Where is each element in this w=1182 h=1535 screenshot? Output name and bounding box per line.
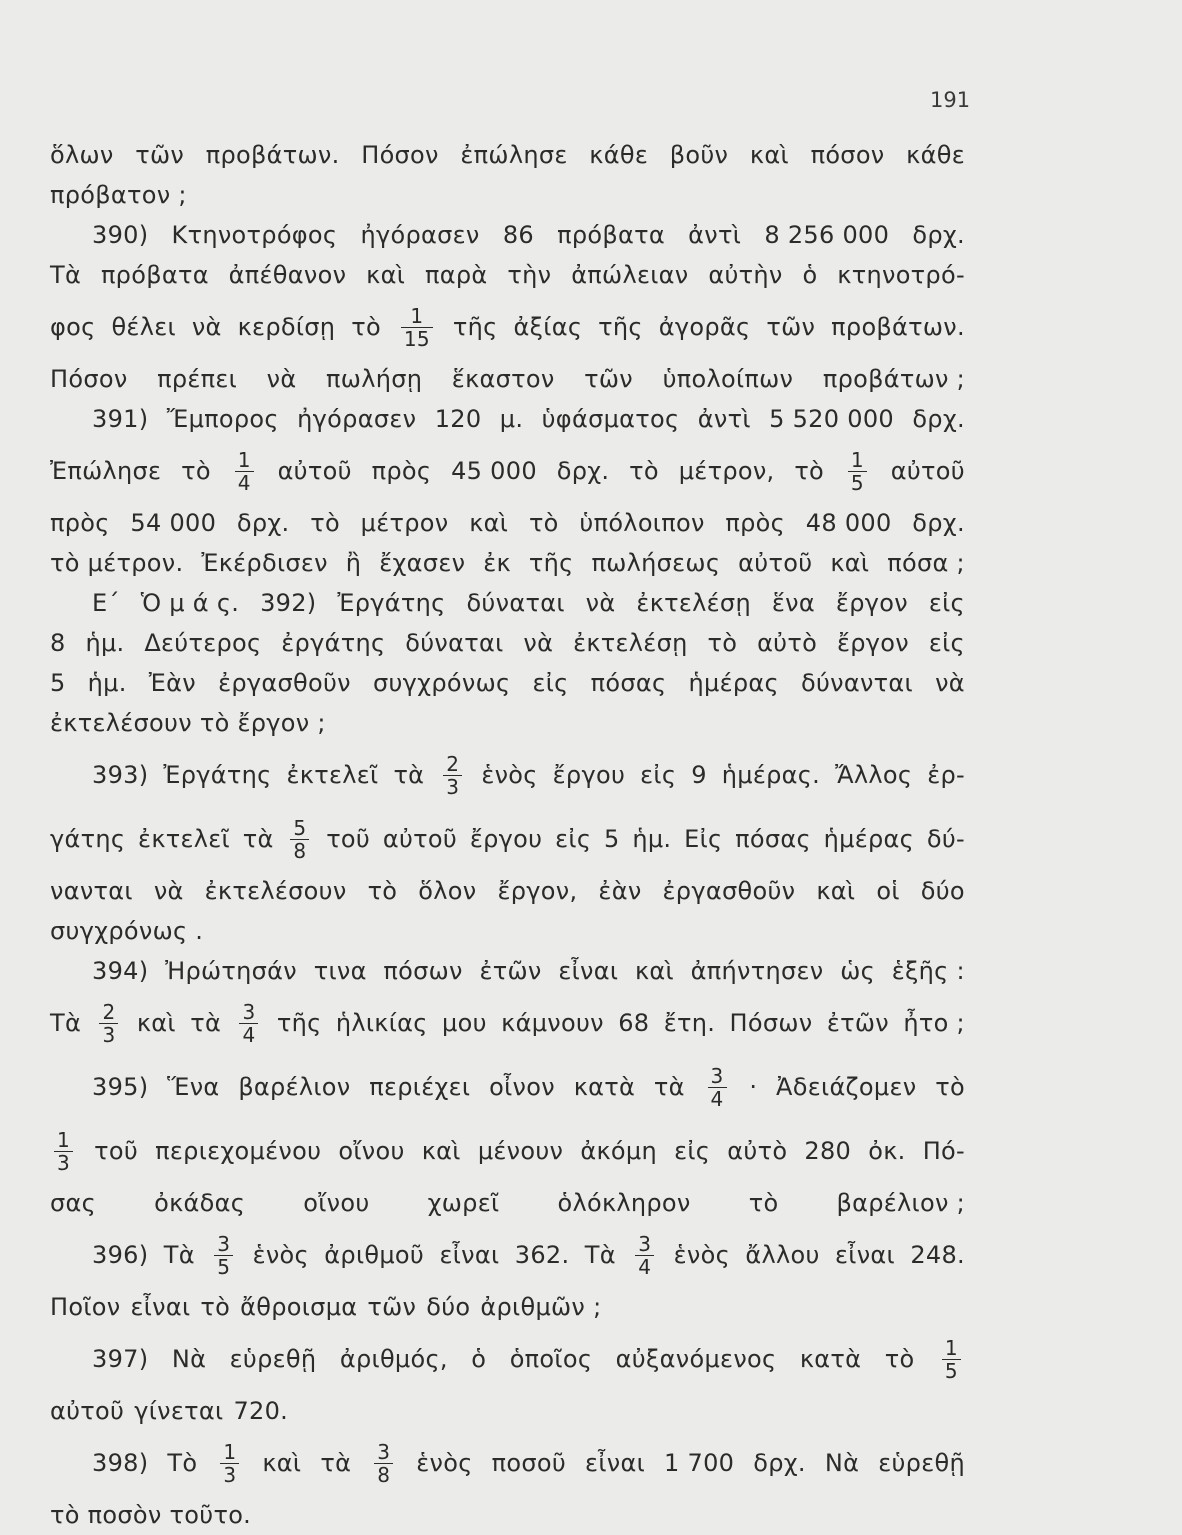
word: τὰ	[393, 761, 425, 789]
word: νὰ	[153, 877, 184, 905]
word: 68	[618, 1009, 650, 1037]
word: βαρέλιον	[238, 1073, 351, 1101]
word: Τὸ	[167, 1449, 198, 1477]
word: πρόβατα	[100, 261, 209, 289]
word: αὐτοῦ	[50, 1397, 125, 1425]
word: Ἐπώλησε	[50, 457, 162, 485]
word: ἐργασθοῦν	[662, 877, 796, 905]
word: τὸ ποσὸν τοῦτο.	[50, 1501, 252, 1529]
word: 720.	[233, 1397, 289, 1425]
word: πρὸς	[371, 457, 432, 485]
word: αὐτὸ	[757, 629, 818, 657]
word: τὸ	[367, 877, 398, 905]
word: ἀξίας	[513, 313, 583, 341]
text-line	[50, 215, 965, 255]
word: αὐτοῦ	[277, 457, 352, 485]
word: ἔτη.	[663, 1009, 716, 1037]
word: 5	[50, 669, 66, 697]
word: τὸ	[629, 457, 659, 485]
word: ὁποῖος	[509, 1345, 593, 1373]
word: τῶν	[584, 365, 634, 393]
word: τὸ	[884, 1345, 915, 1373]
word: 120	[434, 405, 482, 433]
word: κτηνοτρό-	[837, 261, 965, 289]
word: αὐτοῦ	[738, 549, 813, 577]
fraction: $\frac{1}{3}$	[54, 1129, 73, 1174]
word: τὸ	[707, 629, 738, 657]
text-line	[50, 1431, 965, 1495]
word: δύνανται	[800, 669, 913, 697]
word: ὁλόκληρον	[557, 1189, 691, 1217]
text-line	[50, 703, 965, 743]
fraction: $\frac{1}{3}$	[220, 1441, 239, 1486]
word: πόσων	[383, 957, 463, 985]
fraction: $\frac{3}{4}$	[239, 1001, 258, 1046]
word: χωρεῖ	[427, 1189, 500, 1217]
page-number: 191	[930, 88, 971, 112]
word: 5 520 000	[769, 405, 894, 433]
text-line	[50, 1495, 965, 1535]
word: Ἐργάτης	[163, 761, 272, 789]
word: ἠγόρασεν	[360, 221, 480, 249]
word: τὸ	[351, 313, 381, 341]
word: ἔργου	[469, 825, 543, 853]
word: πόσον	[810, 141, 885, 169]
word: Ἕνα	[167, 1073, 220, 1101]
word: ποσοῦ	[491, 1449, 567, 1477]
word: ἑνὸς	[673, 1241, 730, 1269]
word: Ἀδειάζομεν	[776, 1073, 917, 1101]
text-line	[50, 359, 965, 399]
word: δρχ.	[912, 221, 965, 249]
text-line	[50, 1119, 965, 1183]
word: ἐκτελέσουν τὸ ἔργον ;	[50, 709, 326, 737]
fraction: $\frac{1}{15}$	[401, 305, 433, 350]
word: ἐπώλησε	[460, 141, 568, 169]
word: ἔργον	[835, 589, 908, 617]
word: Εἰς	[684, 825, 723, 853]
word: πρὸς	[50, 509, 110, 537]
word: Ἐκέρδισεν	[201, 549, 328, 577]
word: καὶ	[749, 141, 789, 169]
word: εὑρεθῇ	[878, 1449, 965, 1477]
word: ἐργασθοῦν	[218, 669, 351, 697]
word: 8	[50, 629, 66, 657]
word: ἐκτελέσουν	[204, 877, 347, 905]
word: πόσας	[735, 825, 811, 853]
word: 393)	[92, 761, 149, 789]
word: ἡμ.	[632, 825, 672, 853]
word: πρόβατα	[557, 221, 665, 249]
word: τῆς	[452, 313, 498, 341]
word: δύναται	[466, 589, 565, 617]
text-line	[50, 951, 965, 991]
text-line	[50, 663, 965, 703]
word: ἄλλου	[745, 1241, 820, 1269]
word: αὐτὸ	[727, 1137, 788, 1165]
word: εἶναι	[835, 1241, 895, 1269]
word: Ὁ μ ά ς.	[140, 589, 240, 617]
text-line	[50, 543, 965, 583]
word: ἕνα	[771, 589, 815, 617]
word: προβάτων ;	[822, 365, 965, 393]
word: ἔχασεν	[379, 549, 466, 577]
text-line	[50, 255, 965, 295]
text-line	[50, 439, 965, 503]
word: τὰ	[320, 1449, 352, 1477]
word: δρχ.	[753, 1449, 806, 1477]
word: ὑπολοίπων	[662, 365, 794, 393]
word: εἰς	[640, 761, 677, 789]
word: τὸ μέτρον.	[50, 549, 184, 577]
word: 5	[603, 825, 620, 853]
word: ἐκτελέσῃ	[636, 589, 751, 617]
word: 45 000	[451, 457, 537, 485]
text-line	[50, 295, 965, 359]
word: οἴνου	[338, 1137, 405, 1165]
word: περιεχομένου	[155, 1137, 322, 1165]
word: Τὰ	[163, 1241, 195, 1269]
word: οἶνον	[489, 1073, 555, 1101]
word: πωλήσῃ	[326, 365, 423, 393]
word: Τὰ	[50, 261, 82, 289]
text-line	[50, 807, 965, 871]
text-line	[50, 583, 965, 623]
word: θέλει	[111, 313, 176, 341]
word: 390)	[92, 221, 149, 249]
word: ἐκ	[483, 549, 511, 577]
word: 280	[804, 1137, 852, 1165]
word: 396)	[92, 1241, 149, 1269]
fraction: $\frac{2}{3}$	[443, 753, 462, 798]
word: κάθε	[589, 141, 649, 169]
word: 398)	[92, 1449, 149, 1477]
word: εἰς	[928, 629, 965, 657]
word: 362.	[514, 1241, 570, 1269]
word: ἡμ.	[85, 629, 125, 657]
text-line	[50, 743, 965, 807]
word: Πόσον	[50, 365, 128, 393]
word: ἐργάτης	[281, 629, 386, 657]
word: τοῦ	[326, 825, 371, 853]
word: τὰ	[242, 825, 274, 853]
word: τὸ	[310, 509, 340, 537]
word: ὀκ.	[868, 1137, 906, 1165]
word: ἐτῶν	[479, 957, 542, 985]
word: καὶ	[366, 261, 406, 289]
word: 1 700	[664, 1449, 735, 1477]
word: τινα	[313, 957, 367, 985]
word: προβάτων.	[831, 313, 965, 341]
fraction: $\frac{3}{8}$	[374, 1441, 393, 1486]
word: 395)	[92, 1073, 149, 1101]
word: ἀριθμός,	[339, 1345, 448, 1373]
word: τῶν	[135, 141, 185, 169]
word: καὶ	[830, 549, 870, 577]
word: αὐτὴν	[708, 261, 783, 289]
word: νὰ	[585, 589, 616, 617]
word: εἶναι	[558, 957, 619, 985]
text-line	[50, 911, 965, 951]
word: δύο	[920, 877, 965, 905]
word: κάμνουν	[501, 1009, 604, 1037]
word: δρχ.	[912, 405, 965, 433]
word: ἀντὶ	[688, 221, 742, 249]
word: ἡμέρας	[823, 825, 915, 853]
word: ἀπώλειαν	[571, 261, 689, 289]
word: ἐκτελεῖ	[138, 825, 230, 853]
word: τῶν	[367, 1293, 417, 1321]
word: ὅλων	[50, 141, 114, 169]
word: Ποῖον	[50, 1293, 121, 1321]
word: Ἄλλος	[835, 761, 913, 789]
word: ἐκτελέσῃ	[573, 629, 688, 657]
fraction: $\frac{1}{5}$	[848, 449, 867, 494]
word: τοῦ	[94, 1137, 139, 1165]
word: εἰς	[555, 825, 592, 853]
word: κατὰ	[799, 1345, 862, 1373]
word: ·	[749, 1073, 758, 1101]
word: νὰ	[191, 313, 222, 341]
exercise-text	[50, 135, 965, 1535]
word: δύ-	[926, 825, 965, 853]
word: Ἐὰν	[148, 669, 196, 697]
word: καὶ	[136, 1009, 176, 1037]
word: Τὰ	[584, 1241, 616, 1269]
word: τὰ	[190, 1009, 222, 1037]
word: δρχ.	[236, 509, 290, 537]
word: ὁ	[471, 1345, 487, 1373]
word: φος	[50, 313, 96, 341]
word: 397)	[92, 1345, 149, 1373]
word: Τὰ	[50, 1009, 82, 1037]
word: ἀγορᾶς	[658, 313, 751, 341]
word: Δεύτερος	[144, 629, 262, 657]
word: νὰ	[935, 669, 965, 697]
word: εἶναι	[585, 1449, 645, 1477]
word: οἴνου	[303, 1189, 370, 1217]
text-line	[50, 991, 965, 1055]
fraction: $\frac{3}{4}$	[708, 1065, 727, 1110]
word: Πόσων	[729, 1009, 813, 1037]
word: ἡμέρας	[688, 669, 779, 697]
word: ἢ	[345, 549, 362, 577]
word: πρέπει	[157, 365, 238, 393]
word: εἶναι	[439, 1241, 500, 1269]
word: ἡμέρας.	[721, 761, 821, 789]
word: μέτρον,	[678, 457, 775, 485]
word: 54 000	[130, 509, 217, 537]
text-line	[50, 1287, 965, 1327]
word: ἠγόρασεν	[297, 405, 417, 433]
word: εἰς	[532, 669, 569, 697]
word: ἡμ.	[87, 669, 127, 697]
word: Νὰ	[171, 1345, 207, 1373]
word: Ἐργάτης	[337, 589, 446, 617]
word: ὅλον	[418, 877, 477, 905]
word: κάθε	[906, 141, 965, 169]
word: αὐξανόμενος	[615, 1345, 777, 1373]
word: ὑπόλοιπον	[579, 509, 705, 537]
text-line	[50, 175, 965, 215]
word: ἀπέθανον	[228, 261, 347, 289]
word: ἐὰν	[598, 877, 642, 905]
word: ἐρ-	[927, 761, 965, 789]
word: σας	[50, 1189, 97, 1217]
word: μέτρον	[360, 509, 449, 537]
word: καὶ	[634, 957, 674, 985]
word: κερδίσῃ	[237, 313, 336, 341]
word: οἱ	[876, 877, 900, 905]
word: συγχρόνως .	[50, 917, 204, 945]
word: 392)	[260, 589, 317, 617]
word: Ε΄	[92, 589, 120, 617]
word: ἔργον	[836, 629, 909, 657]
word: Κτηνοτρόφος	[171, 221, 338, 249]
word: ἀριθμῶν ;	[480, 1293, 602, 1321]
word: ἑνὸς	[416, 1449, 473, 1477]
text-line	[50, 503, 965, 543]
text-line	[50, 871, 965, 911]
word: καὶ	[262, 1449, 302, 1477]
word: πόσας	[590, 669, 667, 697]
word: 394)	[92, 957, 149, 985]
word: πωλήσεως	[591, 549, 721, 577]
word: πρόβατον ;	[50, 181, 187, 209]
word: ἡλικίας	[335, 1009, 428, 1037]
word: βοῦν	[669, 141, 729, 169]
word: τῆς	[598, 313, 643, 341]
word: ἀκόμη	[580, 1137, 657, 1165]
word: ἀντὶ	[697, 405, 751, 433]
word: ἑνὸς	[252, 1241, 309, 1269]
text-line	[50, 1055, 965, 1119]
word: κατὰ	[573, 1073, 636, 1101]
text-line	[50, 1327, 965, 1391]
fraction: $\frac{3}{4}$	[635, 1233, 654, 1278]
word: πόσα ;	[887, 549, 965, 577]
word: ἦτο ;	[903, 1009, 965, 1037]
word: ἑνὸς	[481, 761, 538, 789]
word: μένουν	[477, 1137, 564, 1165]
word: ἑξῆς :	[891, 957, 965, 985]
fraction: $\frac{2}{3}$	[99, 1001, 118, 1046]
word: ἀπήντησεν	[690, 957, 824, 985]
word: 86	[502, 221, 534, 249]
text-line	[50, 1183, 965, 1223]
word: τῆς	[528, 549, 574, 577]
word: καὶ	[816, 877, 856, 905]
word: ἕκαστον	[451, 365, 555, 393]
word: τῆς	[276, 1009, 322, 1037]
word: μου	[442, 1009, 487, 1037]
word: πρὸς	[725, 509, 786, 537]
word: εἰς	[928, 589, 965, 617]
word: 9	[691, 761, 707, 789]
word: τὸ	[748, 1189, 779, 1217]
word: ὑφάσματος	[541, 405, 680, 433]
word: 248.	[910, 1241, 965, 1269]
word: 8 256 000	[764, 221, 890, 249]
word: μ.	[499, 405, 524, 433]
word: γάτης	[50, 825, 126, 853]
text-line	[50, 623, 965, 663]
word: τὴν	[507, 261, 552, 289]
word: 391)	[92, 405, 149, 433]
word: ἐκτελεῖ	[286, 761, 379, 789]
word: τὸ	[181, 457, 211, 485]
word: ὁ	[802, 261, 818, 289]
word: ὡς	[840, 957, 876, 985]
word: δρχ.	[556, 457, 610, 485]
word: γίνεται	[134, 1397, 224, 1425]
fraction: $\frac{3}{5}$	[214, 1233, 233, 1278]
word: νανται	[50, 877, 133, 905]
word: τὸ	[935, 1073, 965, 1101]
word: ὀκάδας	[154, 1189, 246, 1217]
fraction: $\frac{5}{8}$	[290, 817, 309, 862]
text-line	[50, 1223, 965, 1287]
word: ἐτῶν	[826, 1009, 889, 1037]
word: ἔργου	[552, 761, 626, 789]
word: καὶ	[421, 1137, 461, 1165]
word: Ἔμπορος	[166, 405, 279, 433]
word: τὸ	[794, 457, 825, 485]
text-line	[50, 399, 965, 439]
word: παρὰ	[425, 261, 488, 289]
word: ἄθροισμα	[240, 1293, 358, 1321]
word: ἔργον,	[497, 877, 578, 905]
word: συγχρόνως	[372, 669, 511, 697]
word: Ἠρώτησάν	[165, 957, 297, 985]
text-line	[50, 135, 965, 175]
word: δύναται	[405, 629, 504, 657]
word: τὸ	[200, 1293, 231, 1321]
word: τὸ	[528, 509, 559, 537]
word: Πό-	[922, 1137, 965, 1165]
word: δύο	[426, 1293, 471, 1321]
word: ἀριθμοῦ	[324, 1241, 425, 1269]
word: βαρέλιον ;	[836, 1189, 965, 1217]
word: αὐτοῦ	[890, 457, 965, 485]
word: Νὰ	[824, 1449, 860, 1477]
fraction: $\frac{1}{5}$	[942, 1337, 961, 1382]
word: νὰ	[266, 365, 297, 393]
word: εἰς	[674, 1137, 711, 1165]
word: εἶναι	[130, 1293, 191, 1321]
word: νὰ	[523, 629, 554, 657]
fraction: $\frac{1}{4}$	[235, 449, 254, 494]
word: τῶν	[766, 313, 816, 341]
word: δρχ.	[912, 509, 965, 537]
word: προβάτων.	[205, 141, 340, 169]
word: καὶ	[469, 509, 509, 537]
word: 48 000	[805, 509, 892, 537]
text-line	[50, 1391, 965, 1431]
word: Πόσον	[361, 141, 439, 169]
word: τὰ	[653, 1073, 685, 1101]
word: αὐτοῦ	[382, 825, 458, 853]
word: περιέχει	[369, 1073, 471, 1101]
word: εὑρεθῇ	[229, 1345, 317, 1373]
